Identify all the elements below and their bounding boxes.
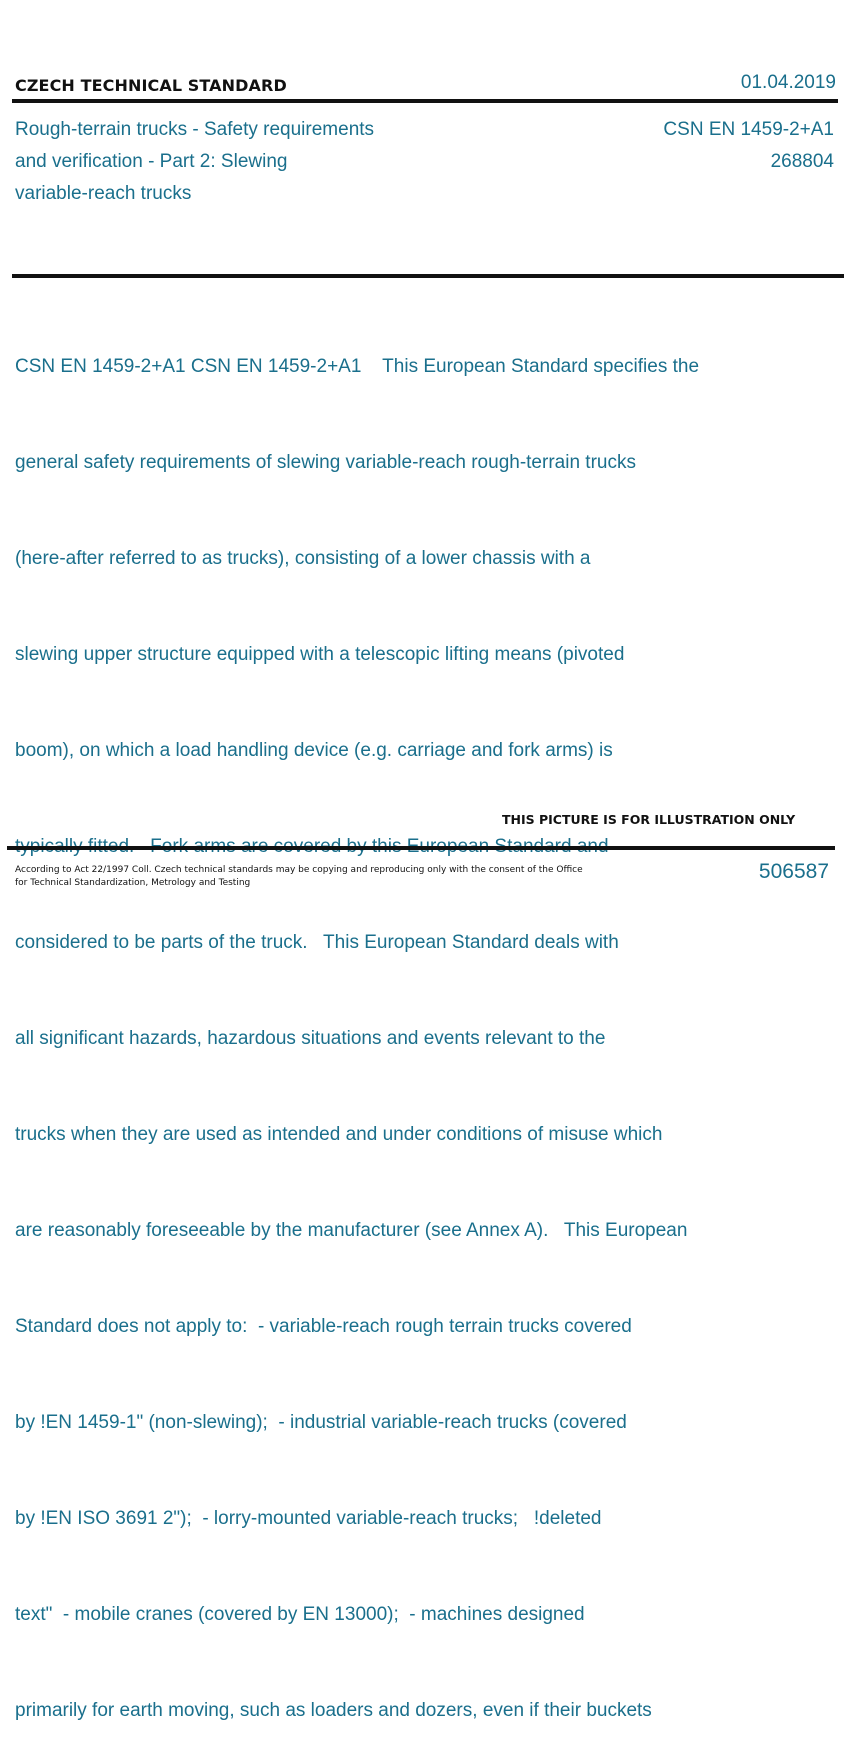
abstract-line: slewing upper structure equipped with a telescopic lifting means (pivoted bbox=[15, 644, 625, 665]
title-line: and verification - Part 2: Slewing bbox=[15, 151, 288, 172]
middle-divider bbox=[12, 274, 844, 278]
abstract-line: boom), on which a load handling device (e.g. carriage and fork arms) is bbox=[15, 740, 613, 761]
publication-date: 01.04.2019 bbox=[740, 72, 836, 93]
bottom-divider bbox=[7, 846, 835, 850]
abstract-line: trucks when they are used as intended and under conditions of misuse which bbox=[15, 1124, 663, 1145]
abstract-line: are reasonably foreseeable by the manufacturer (see Annex A). This European bbox=[15, 1220, 688, 1241]
classification-code: 268804 bbox=[770, 151, 834, 172]
abstract-line: general safety requirements of slewing variable-reach rough-terrain trucks bbox=[15, 452, 636, 473]
standard-designation: CSN EN 1459-2+A1 bbox=[663, 119, 834, 140]
standard-identifiers bbox=[663, 114, 834, 178]
legal-line: According to Act 22/1997 Coll. Czech technical standards may be copying and reproducing only with the consent of the Office bbox=[15, 865, 583, 875]
abstract-line: primarily for earth moving, such as loaders and dozers, even if their buckets bbox=[15, 1700, 652, 1721]
catalog-number: 506587 bbox=[758, 860, 829, 883]
abstract-line: considered to be parts of the truck. This European Standard deals with bbox=[15, 932, 619, 953]
abstract-line: by !EN ISO 3691 2"); - lorry-mounted variable-reach trucks; !deleted bbox=[15, 1508, 602, 1529]
abstract-line: text" - mobile cranes (covered by EN 13000); - machines designed bbox=[15, 1604, 585, 1625]
title-line: Rough-terrain trucks - Safety requirements bbox=[15, 119, 375, 140]
illustration-disclaimer: THIS PICTURE IS FOR ILLUSTRATION ONLY bbox=[502, 812, 796, 827]
legal-notice bbox=[15, 864, 585, 890]
top-divider bbox=[12, 99, 838, 103]
abstract-line: Standard does not apply to: - variable-reach rough terrain trucks covered bbox=[15, 1316, 632, 1337]
abstract-line: CSN EN 1459-2+A1 CSN EN 1459-2+A1 This European Standard specifies the bbox=[15, 356, 700, 377]
title-line: variable-reach trucks bbox=[15, 183, 192, 204]
abstract-line: all significant hazards, hazardous situations and events relevant to the bbox=[15, 1028, 606, 1049]
legal-line: for Technical Standardization, Metrology and Testing bbox=[15, 878, 251, 888]
abstract-line: by !EN 1459-1" (non-slewing); - industrial variable-reach trucks (covered bbox=[15, 1412, 627, 1433]
standard-abstract bbox=[15, 287, 805, 1759]
document-type-label: CZECH TECHNICAL STANDARD bbox=[15, 76, 287, 95]
standard-title bbox=[15, 114, 455, 210]
abstract-line: (here-after referred to as trucks), consisting of a lower chassis with a bbox=[15, 548, 591, 569]
